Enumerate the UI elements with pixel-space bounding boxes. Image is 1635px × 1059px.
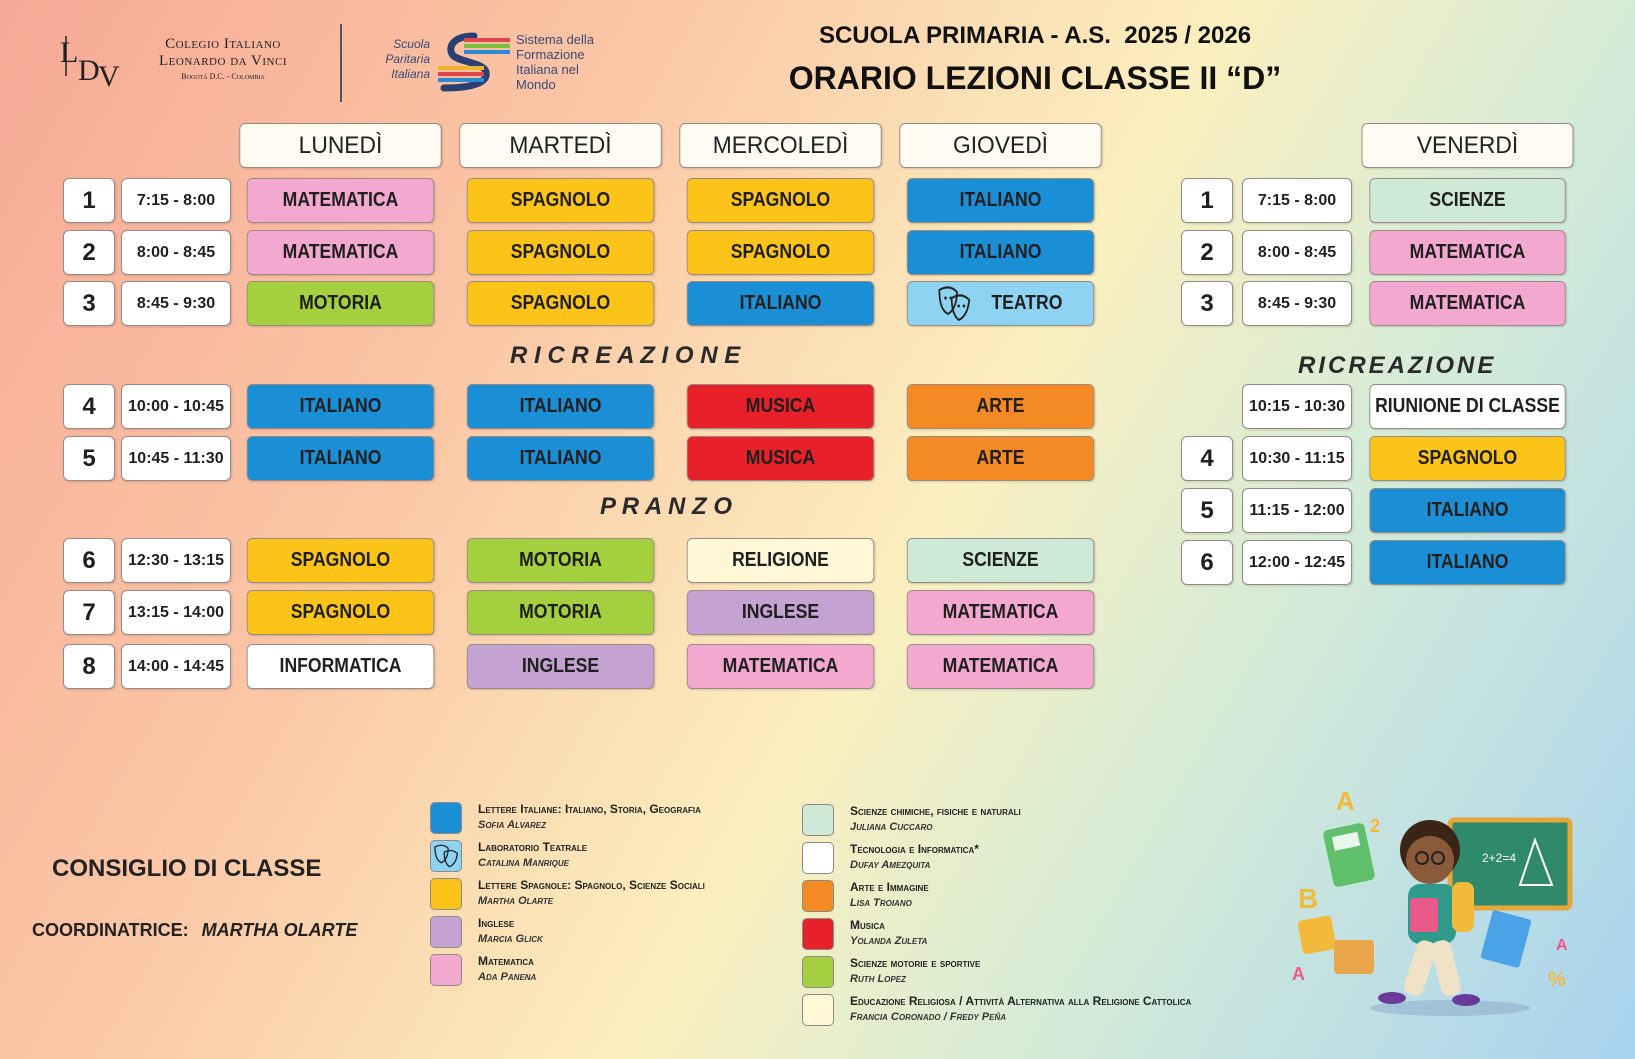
period-time: 8:45 - 9:30 xyxy=(121,281,231,326)
legend-subject: Lettere Italiane: Italiano, Storia, Geografia xyxy=(478,802,701,816)
subject-label: MATEMATICA xyxy=(1409,241,1526,263)
subject-label: INGLESE xyxy=(521,655,600,677)
period-time: 7:15 - 8:00 xyxy=(1242,178,1352,223)
period-number: 4 xyxy=(63,384,115,429)
subject-label: ITALIANO xyxy=(519,395,602,417)
svg-text:2: 2 xyxy=(1370,816,1381,836)
period-number: 2 xyxy=(63,230,115,275)
subject-label: ITALIANO xyxy=(959,241,1042,263)
page-title-year: SCUOLA PRIMARIA - A.S. 2025 / 2026 xyxy=(818,22,1252,49)
legend-teacher: Sofia Alvarez xyxy=(478,819,547,831)
subject-label: MATEMATICA xyxy=(942,601,1059,623)
svg-text:D: D xyxy=(78,54,100,87)
legend-swatch xyxy=(802,804,834,836)
subject-cell xyxy=(247,644,434,689)
subject-label: MUSICA xyxy=(745,395,816,417)
subject-label: SCIENZE xyxy=(1429,189,1506,211)
period-time: 10:45 - 11:30 xyxy=(121,436,231,481)
subject-label: ITALIANO xyxy=(299,447,382,469)
student-illustration xyxy=(1290,790,1610,1020)
legend-swatch xyxy=(802,842,834,874)
subject-cell xyxy=(687,644,874,689)
subject-cell xyxy=(907,644,1094,689)
subject-label: RELIGIONE xyxy=(732,549,829,571)
period-time: 12:30 - 13:15 xyxy=(121,538,231,583)
paritaria-line-1: Scuola xyxy=(393,37,430,51)
school-name xyxy=(138,36,308,81)
subject-label: INFORMATICA xyxy=(279,655,402,677)
period-time: 10:30 - 11:15 xyxy=(1242,436,1352,481)
period-number: 5 xyxy=(63,436,115,481)
header-divider xyxy=(340,24,342,102)
period-number: 7 xyxy=(63,590,115,635)
legend-swatch xyxy=(802,956,834,988)
subject-cell xyxy=(907,590,1094,635)
legend-swatch xyxy=(802,918,834,950)
subject-cell xyxy=(467,384,654,429)
page-title: ORARIO LEZIONI CLASSE II “D” xyxy=(788,60,1282,96)
subject-cell xyxy=(1369,540,1565,585)
legend-subject: Educazione Religiosa / Attività Alternativa alla Religione Cattolica xyxy=(850,994,1192,1008)
day-header-friday: VENERDÌ xyxy=(1362,123,1574,168)
subject-label: ARTE xyxy=(976,395,1025,417)
break-pranzo: P R A N Z O xyxy=(600,493,732,520)
theater-masks-icon xyxy=(430,840,462,872)
svg-text:A: A xyxy=(1556,937,1568,954)
legend-swatch xyxy=(802,880,834,912)
legend-swatch xyxy=(802,994,834,1026)
school-location: Bogotá D.C. - Colombia xyxy=(181,72,265,81)
subject-cell xyxy=(467,538,654,583)
subject-cell xyxy=(907,384,1094,429)
subject-label: SPAGNOLO xyxy=(510,292,611,314)
subject-cell xyxy=(687,178,874,223)
svg-text:A: A xyxy=(1336,790,1355,816)
legend-teacher: Martha Olarte xyxy=(478,895,554,907)
legend-subject: Laboratorio Teatrale xyxy=(478,840,588,854)
svg-text:%: % xyxy=(1548,969,1566,991)
legend-swatch xyxy=(430,878,462,910)
subject-label: SPAGNOLO xyxy=(290,601,391,623)
legend-subject: Musica xyxy=(850,918,885,932)
subject-label: SPAGNOLO xyxy=(510,189,611,211)
consiglio-title: CONSIGLIO DI CLASSE xyxy=(52,855,322,882)
subject-label: ITALIANO xyxy=(739,292,822,314)
subject-cell xyxy=(907,178,1094,223)
coordinatrice-label: COORDINATRICE: xyxy=(32,920,189,940)
legend-subject: Matematica xyxy=(478,954,534,968)
subject-label: ITALIANO xyxy=(299,395,382,417)
subject-cell xyxy=(247,281,434,326)
subject-cell xyxy=(467,281,654,326)
svg-text:B: B xyxy=(1298,883,1319,914)
period-number: 6 xyxy=(63,538,115,583)
legend-teacher: Juliana Cuccaro xyxy=(850,821,933,833)
subject-cell xyxy=(467,230,654,275)
subject-label: MOTORIA xyxy=(519,601,602,623)
subject-cell xyxy=(247,538,434,583)
paritaria-text xyxy=(374,37,430,82)
school-name-line-1: Colegio Italiano xyxy=(165,36,281,52)
subject-label: SPAGNOLO xyxy=(1417,447,1518,469)
legend-subject: Inglese xyxy=(478,916,515,930)
subject-label: MATEMATICA xyxy=(942,655,1059,677)
theater-masks-icon xyxy=(934,284,973,328)
legend-teacher: Marcia Glick xyxy=(478,933,543,945)
period-time: 7:15 - 8:00 xyxy=(121,178,231,223)
paritaria-line-3: Italiana xyxy=(391,67,430,81)
subject-cell xyxy=(467,590,654,635)
legend-subject: Scienze chimiche, fisiche e naturali xyxy=(850,804,1021,818)
subject-label: TEATRO xyxy=(991,292,1063,314)
day-header: GIOVEDÌ xyxy=(899,123,1101,168)
legend-teacher: Yolanda Zuleta xyxy=(850,935,928,947)
subject-cell xyxy=(1369,230,1565,275)
period-number: 3 xyxy=(63,281,115,326)
subject-label: ITALIANO xyxy=(959,189,1042,211)
blackboard-text: 2+2=4 xyxy=(1482,851,1517,865)
period-number: 6 xyxy=(1181,540,1233,585)
sistema-line-4: Mondo xyxy=(516,77,556,92)
period-time: 10:00 - 10:45 xyxy=(121,384,231,429)
subject-label: MATEMATICA xyxy=(722,655,839,677)
subject-cell xyxy=(687,384,874,429)
subject-cell xyxy=(247,436,434,481)
break-ricreazione-friday: RICREAZIONE xyxy=(1298,352,1497,379)
period-number: 4 xyxy=(1181,436,1233,481)
legend-teacher: Dufay Amezquita xyxy=(850,859,931,871)
legend-subject: Scienze motorie e sportive xyxy=(850,956,981,970)
period-time: 14:00 - 14:45 xyxy=(121,644,231,689)
legend-swatch xyxy=(430,954,462,986)
paritaria-line-2: Paritaria xyxy=(385,52,430,66)
coordinatrice-name: MARTHA OLARTE xyxy=(201,920,358,940)
subject-cell xyxy=(907,538,1094,583)
sistema-text xyxy=(516,32,594,92)
subject-cell xyxy=(907,436,1094,481)
subject-cell xyxy=(687,230,874,275)
day-header: LUNEDÌ xyxy=(239,123,441,168)
subject-label: MOTORIA xyxy=(299,292,382,314)
subject-label: RIUNIONE DI CLASSE xyxy=(1375,395,1560,417)
subject-cell xyxy=(467,644,654,689)
period-time: 10:15 - 10:30 xyxy=(1242,384,1352,429)
svg-text:A: A xyxy=(1292,964,1305,984)
legend-teacher: Francia Coronado / Fredy Peña xyxy=(850,1011,1007,1023)
subject-label: INGLESE xyxy=(741,601,820,623)
sistema-line-2: Formazione xyxy=(516,47,585,62)
subject-label: MATEMATICA xyxy=(282,241,399,263)
subject-label: MATEMATICA xyxy=(282,189,399,211)
legend-teacher: Ruth Lopez xyxy=(850,973,906,985)
subject-cell xyxy=(907,281,1094,326)
day-header: MARTEDÌ xyxy=(459,123,661,168)
subject-cell xyxy=(247,230,434,275)
period-number: 1 xyxy=(63,178,115,223)
subject-label: SCIENZE xyxy=(962,549,1039,571)
subject-cell xyxy=(247,384,434,429)
subject-cell xyxy=(1369,281,1565,326)
subject-label: ARTE xyxy=(976,447,1025,469)
subject-cell xyxy=(467,436,654,481)
svg-text:V: V xyxy=(98,60,120,92)
subject-label: SPAGNOLO xyxy=(290,549,391,571)
svg-text:L: L xyxy=(60,36,79,69)
school-name-line-2: Leonardo da Vinci xyxy=(159,53,287,69)
subject-cell xyxy=(1369,178,1565,223)
legend-swatch xyxy=(430,802,462,834)
legend-teacher: Catalina Manrique xyxy=(478,857,569,869)
legend-teacher: Lisa Troiano xyxy=(850,897,912,909)
subject-label: ITALIANO xyxy=(519,447,602,469)
legend-subject: Arte e Immagine xyxy=(850,880,929,894)
coordinatrice xyxy=(32,920,357,941)
subject-cell xyxy=(687,538,874,583)
subject-cell xyxy=(1369,488,1565,533)
subject-label: ITALIANO xyxy=(1426,551,1509,573)
subject-label: SPAGNOLO xyxy=(730,189,831,211)
subject-cell xyxy=(247,590,434,635)
subject-label: ITALIANO xyxy=(1426,499,1509,521)
subject-cell xyxy=(687,281,874,326)
subject-cell xyxy=(687,590,874,635)
period-time: 8:00 - 8:45 xyxy=(121,230,231,275)
period-number: 3 xyxy=(1181,281,1233,326)
period-number: 5 xyxy=(1181,488,1233,533)
subject-cell xyxy=(687,436,874,481)
books-logo-icon xyxy=(434,32,514,92)
period-time: 11:15 - 12:00 xyxy=(1242,488,1352,533)
period-time: 12:00 - 12:45 xyxy=(1242,540,1352,585)
break-ricreazione: R I C R E A Z I O N E xyxy=(510,342,741,369)
school-logo-mark xyxy=(58,32,128,92)
subject-label: SPAGNOLO xyxy=(510,241,611,263)
subject-label: MOTORIA xyxy=(519,549,602,571)
subject-label: SPAGNOLO xyxy=(730,241,831,263)
period-number: 8 xyxy=(63,644,115,689)
legend-subject: Lettere Spagnole: Spagnolo, Scienze Sociali xyxy=(478,878,705,892)
period-time: 13:15 - 14:00 xyxy=(121,590,231,635)
subject-cell xyxy=(1369,436,1565,481)
subject-cell xyxy=(247,178,434,223)
legend-subject: Tecnologia e Informatica* xyxy=(850,842,979,856)
period-time: 8:00 - 8:45 xyxy=(1242,230,1352,275)
sistema-line-3: Italiana nel xyxy=(516,62,579,77)
subject-label: MUSICA xyxy=(745,447,816,469)
subject-cell xyxy=(467,178,654,223)
period-time: 8:45 - 9:30 xyxy=(1242,281,1352,326)
period-number: 2 xyxy=(1181,230,1233,275)
legend-teacher: Ada Panena xyxy=(478,971,537,983)
day-header: MERCOLEDÌ xyxy=(679,123,881,168)
subject-cell xyxy=(907,230,1094,275)
period-number: 1 xyxy=(1181,178,1233,223)
legend-swatch xyxy=(430,916,462,948)
subject-cell xyxy=(1369,384,1565,429)
subject-label: MATEMATICA xyxy=(1409,292,1526,314)
sistema-line-1: Sistema della xyxy=(516,32,595,47)
